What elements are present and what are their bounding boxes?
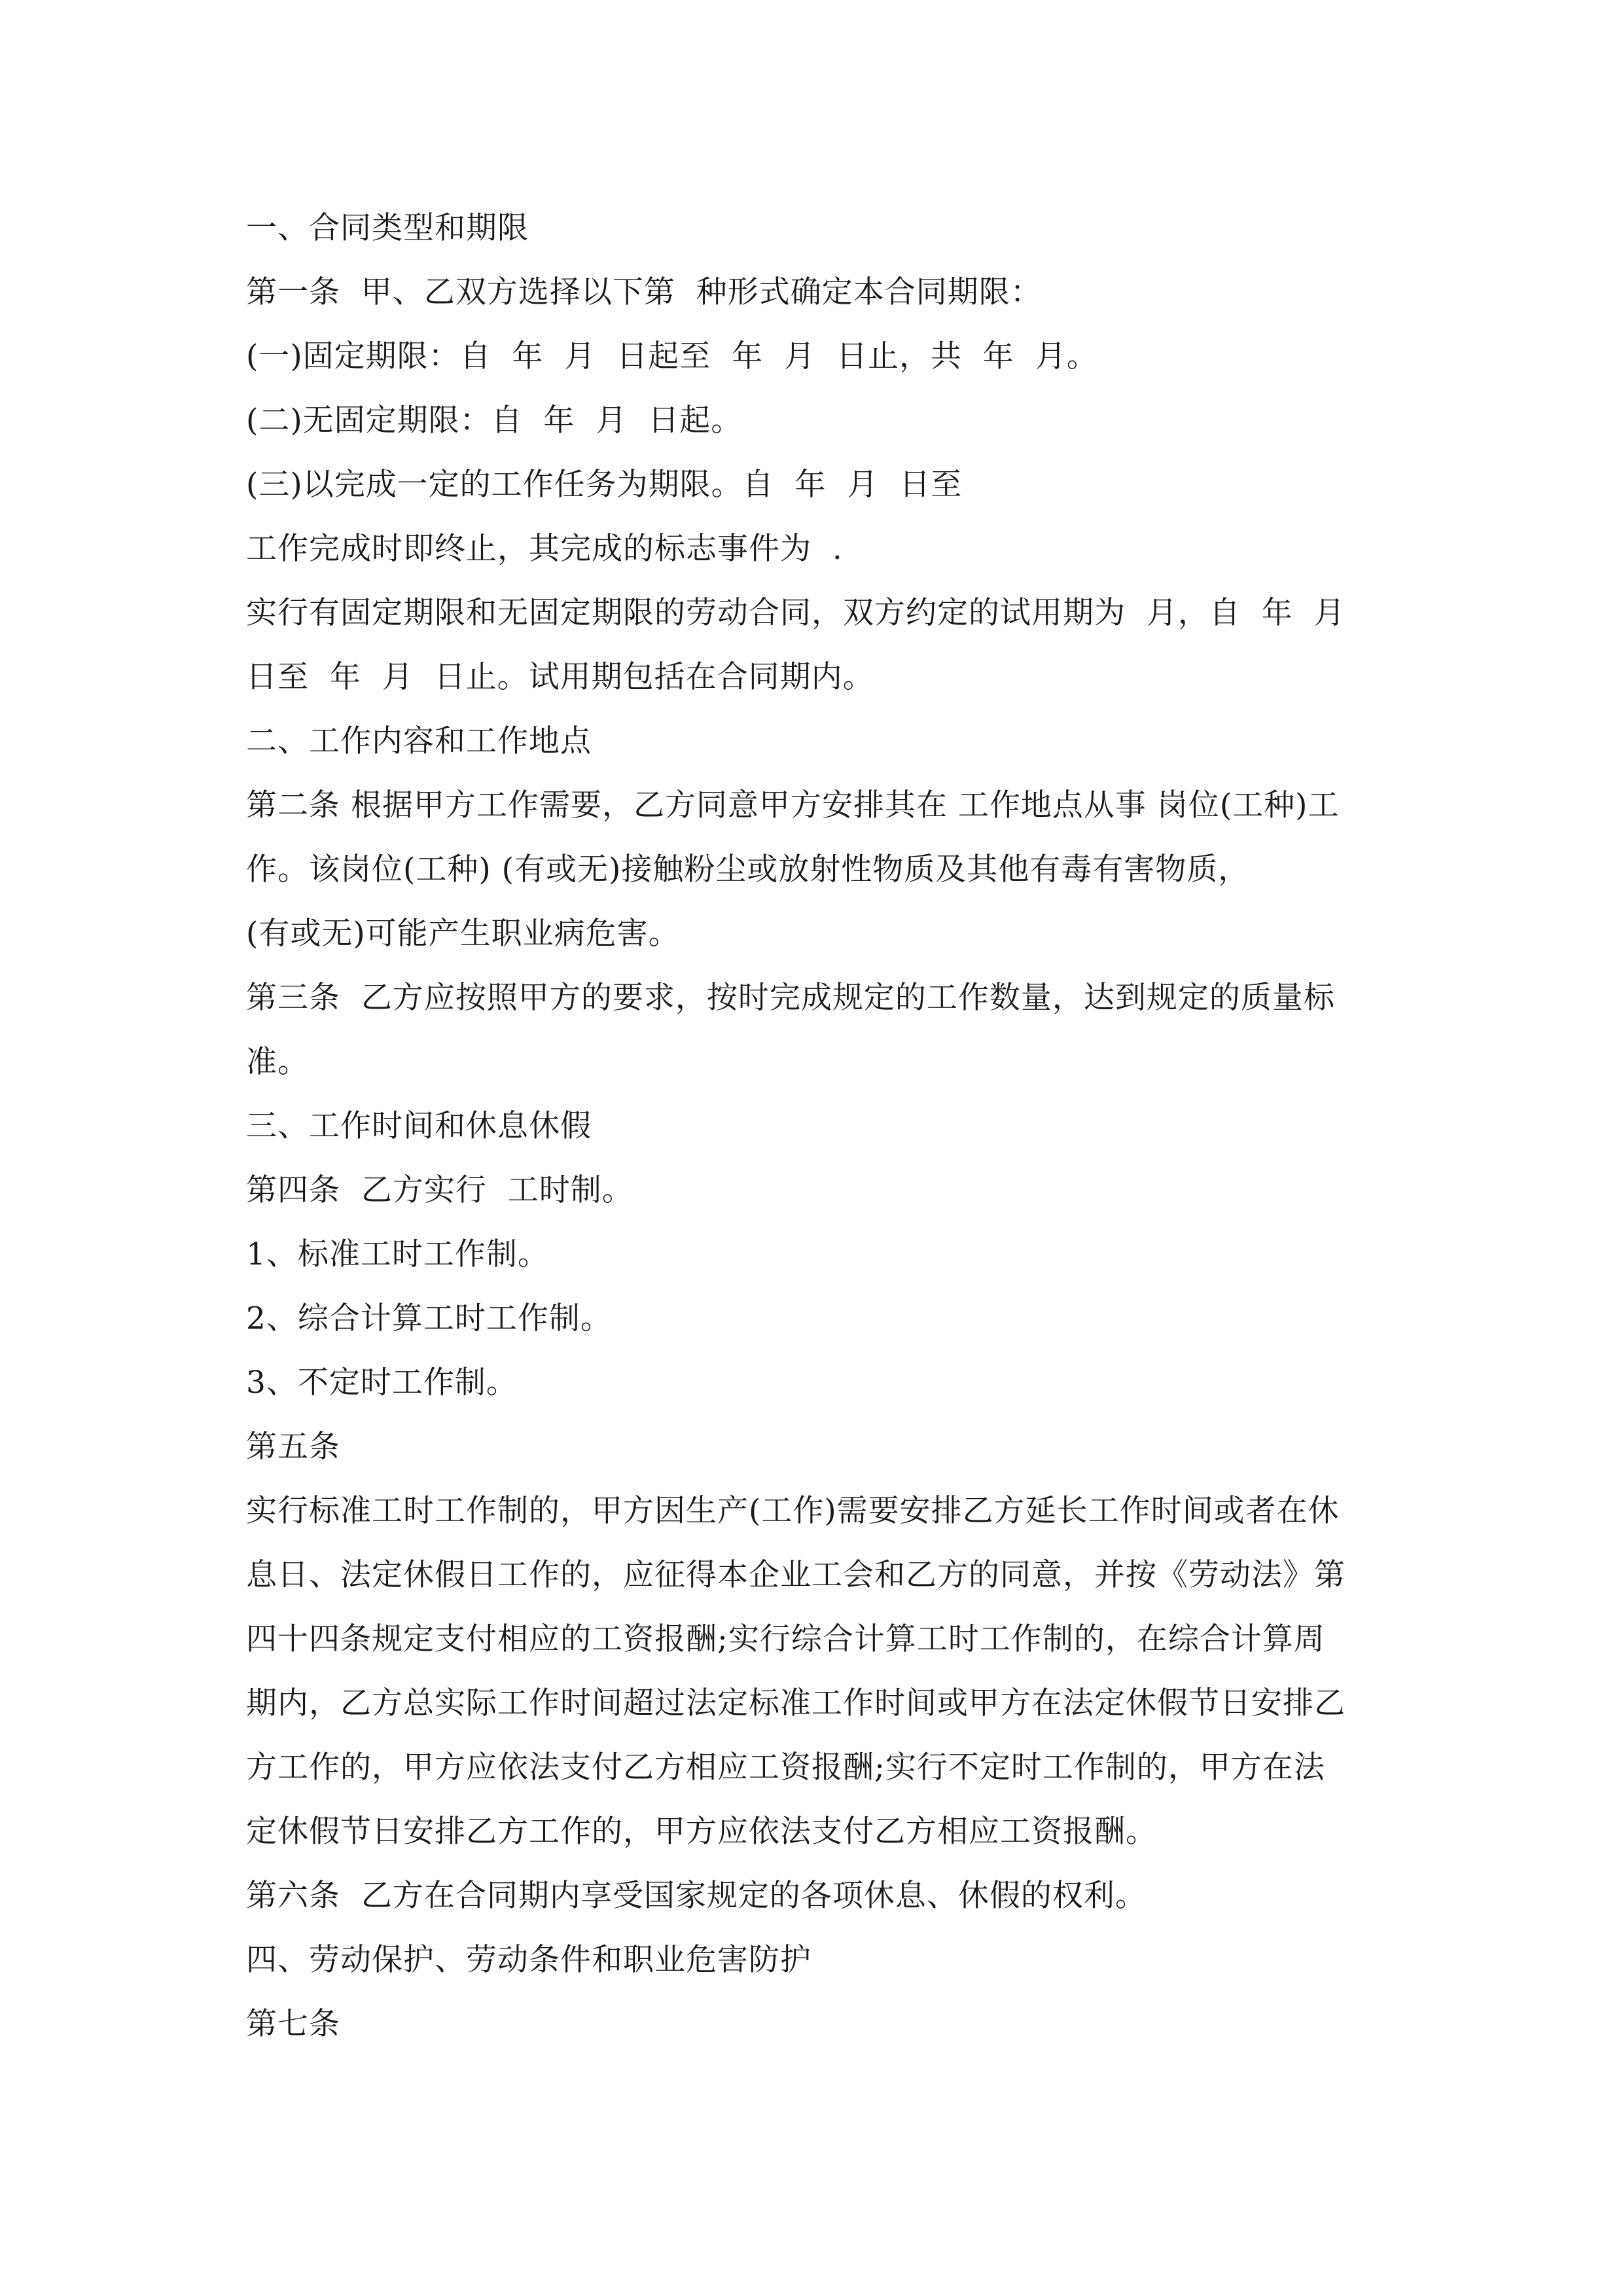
article-5-line-5: 方工作的，甲方应依法支付乙方相应工资报酬;实行不定时工作制的，甲方在法 (246, 1749, 1325, 1785)
document-body (246, 196, 1385, 2056)
article-5-line-4: 期内，乙方总实际工作时间超过法定标准工作时间或甲方在法定休假节日安排乙 (246, 1685, 1346, 1721)
probation-line: 实行有固定期限和无固定期限的劳动合同，双方约定的试用期为 月，自 年 月 (246, 595, 1346, 631)
article-6-line: 第六条 乙方在合同期内享受国家规定的各项休息、休假的权利。 (246, 1878, 1147, 1914)
list-item-standard-hours: 1、标准工时工作制。 (246, 1236, 549, 1272)
task-term-end: 工作完成时即终止，其完成的标志事件为 . (246, 531, 843, 567)
article-2-line-cont: 作。该岗位(工种) (有或无)接触粉尘或放射性物质及其他有毒有害物质， (246, 852, 1250, 888)
section-heading-3: 三、工作时间和休息休假 (246, 1108, 592, 1144)
article-7-heading: 第七条 (246, 2006, 340, 2042)
article-5-line-3: 四十四条规定支付相应的工资报酬;实行综合计算工时工作制的，在综合计算周 (246, 1621, 1325, 1657)
option-task-term: (三)以完成一定的工作任务为期限。自 年 月 日至 (246, 467, 963, 503)
article-2-line-end: (有或无)可能产生职业病危害。 (246, 916, 680, 952)
article-5-line-1: 实行标准工时工作制的，甲方因生产(工作)需要安排乙方延长工作时间或者在休 (246, 1493, 1340, 1529)
list-item-flexible-hours: 3、不定时工作制。 (246, 1365, 518, 1401)
article-5-heading: 第五条 (246, 1429, 340, 1465)
article-5-line-6: 定休假节日安排乙方工作的，甲方应依法支付乙方相应工资报酬。 (246, 1814, 1157, 1850)
section-heading-1: 一、合同类型和期限 (246, 210, 529, 246)
section-heading-4: 四、劳动保护、劳动条件和职业危害防护 (246, 1942, 812, 1978)
option-open-term: (二)无固定期限：自 年 月 日起。 (246, 403, 743, 439)
option-fixed-term: (一)固定期限：自 年 月 日起至 年 月 日止，共 年 月。 (246, 338, 1098, 374)
article-3-line: 第三条 乙方应按照甲方的要求，按时完成规定的工作数量，达到规定的质量标 (246, 980, 1335, 1016)
probation-line-cont: 日至 年 月 日止。试用期包括在合同期内。 (246, 659, 874, 695)
section-heading-2: 二、工作内容和工作地点 (246, 723, 592, 759)
article-3-line-end: 准。 (246, 1044, 309, 1080)
article-4-line: 第四条 乙方实行 工时制。 (246, 1172, 633, 1208)
article-2-line: 第二条 根据甲方工作需要，乙方同意甲方安排其在 工作地点从事 岗位(工种)工 (246, 787, 1340, 823)
article-1-line: 第一条 甲、乙双方选择以下第 种形式确定本合同期限： (246, 274, 1042, 310)
list-item-comprehensive-hours: 2、综合计算工时工作制。 (246, 1300, 612, 1336)
article-5-line-2: 息日、法定休假日工作的，应征得本企业工会和乙方的同意，并按《劳动法》第 (246, 1557, 1346, 1593)
